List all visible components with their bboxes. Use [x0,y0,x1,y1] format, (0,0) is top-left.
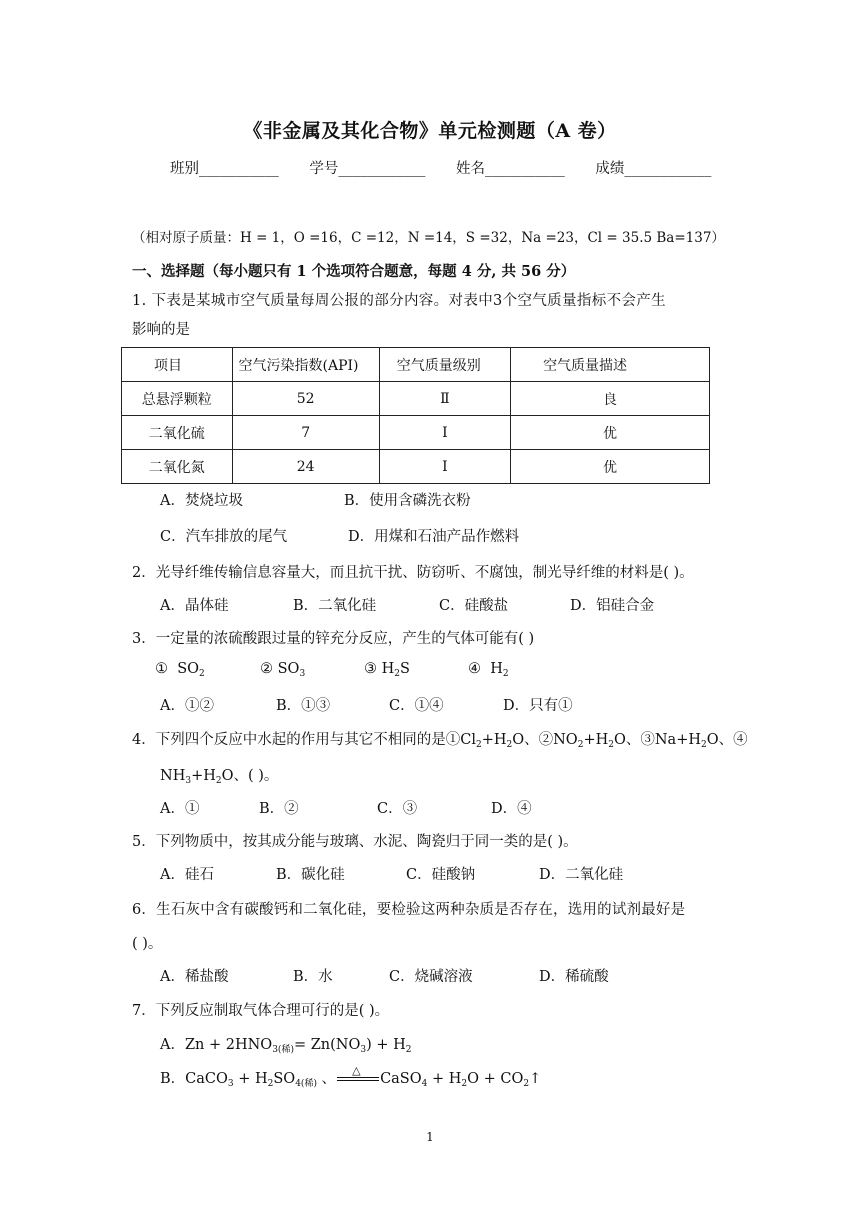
q1-line1: 1. 下表是某城市空气质量每周公报的部分内容。对表中3个空气质量指标不会产生 [132,293,666,309]
q4-option-c[interactable]: C．③ [377,801,418,817]
q4-option-d[interactable]: D．④ [491,801,532,817]
q1-option-a[interactable]: A．焚烧垃圾 [160,493,243,509]
table-header-row [122,348,710,382]
q5-text: 5．下列物质中，按其成分能与玻璃、水泥、陶瓷归于同一类的是( )。 [132,834,578,850]
q2-option-b[interactable]: B．二氧化硅 [293,598,377,614]
q5-option-a[interactable]: A．硅石 [160,867,214,883]
table-cell: 优 [511,450,710,484]
q3-item-1: ① $SO_2$ [155,661,205,679]
q6-option-c[interactable]: C．烧碱溶液 [389,969,473,985]
table-header-cell: 空气污染指数(API) [232,348,379,382]
score-field[interactable]: 成绩____________ [595,161,712,177]
q5-option-c[interactable]: C．硅酸钠 [406,867,476,883]
q1-option-c[interactable]: C．汽车排放的尾气 [160,529,288,545]
q5-option-b[interactable]: B．碳化硅 [276,867,345,883]
q6-option-b[interactable]: B．水 [293,969,333,985]
table-cell: 优 [511,416,710,450]
table-cell: 24 [232,450,379,484]
name-field[interactable]: 姓名___________ [455,161,565,177]
table-row [122,416,710,450]
table-header-cell: 空气质量描述 [511,348,710,382]
page-number: 1 [426,1130,434,1144]
q1-option-d[interactable]: D．用煤和石油产品作燃料 [348,529,520,545]
q4-line2: $NH_3+H_2O$、( )。 [160,768,279,786]
table-cell: 二氧化硫 [122,416,233,450]
name-blank[interactable]: ___________ [484,161,565,177]
q5-option-d[interactable]: D．二氧化硅 [539,867,624,883]
table-row [122,450,710,484]
q6-line1: 6．生石灰中含有碳酸钙和二氧化硅，要检验这两种杂质是否存在，选用的试剂最好是 [132,902,686,918]
q6-option-a[interactable]: A．稀盐酸 [160,969,229,985]
q3-text: 3．一定量的浓硫酸跟过量的锌充分反应，产生的气体可能有( ) [132,631,535,647]
class-field[interactable]: 班别___________ [170,161,279,177]
student-id-blank[interactable]: ____________ [338,161,426,177]
table-header-cell: 空气质量级别 [379,348,510,382]
table-cell: Ⅰ [379,416,510,450]
air-quality-table [121,347,710,484]
student-info-row [170,157,737,178]
table-cell: Ⅰ [379,450,510,484]
table-cell: 7 [232,416,379,450]
table-cell: 52 [232,382,379,416]
atomic-masses-note: （相对原子质量：H = 1，O =16，C =12，N =14，S =32，Na =23，Cl = 35.5 Ba=137） [132,230,725,246]
q1-line2: 影响的是 [132,322,190,338]
section-title: 一、选择题（每小题只有 1 个选项符合题意，每题 4 分, 共 56 分） [132,263,576,280]
q2-option-d[interactable]: D．铝硅合金 [570,598,655,614]
page-title: 《非金属及其化合物》单元检测题（A 卷） [243,120,617,142]
q4-line1: 4．下列四个反应中水起的作用与其它不相同的是$①Cl_2+H_2O$、$②NO_2+H_2O$、$③Na+H_2O$、④ [132,732,748,750]
class-blank[interactable]: ___________ [199,161,279,177]
q2-option-a[interactable]: A．晶体硅 [160,598,229,614]
q2-option-c[interactable]: C．硅酸盐 [439,598,509,614]
score-blank[interactable]: ____________ [624,161,712,177]
q3-option-d[interactable]: D．只有① [503,698,573,714]
table-cell: 良 [511,382,710,416]
table-cell: 二氧化氮 [122,450,233,484]
q4-option-b[interactable]: B．② [259,801,299,817]
q6-line2: ( )。 [132,936,163,952]
q3-item-2: ② $SO_3$ [260,661,306,679]
q3-item-3: ③ $H_2S$ [364,661,410,679]
q4-option-a[interactable]: A．① [160,801,200,817]
q3-option-a[interactable]: A．①② [160,698,214,714]
student-id-field[interactable]: 学号____________ [309,161,426,177]
q6-option-d[interactable]: D．稀硫酸 [539,969,609,985]
table-header-cell: 项目 [122,348,233,382]
table-row [122,382,710,416]
table-cell: 总悬浮颗粒 [122,382,233,416]
q7-text: 7．下列反应制取气体合理可行的是( )。 [132,1003,390,1019]
heat-reaction-arrow-icon: △ [337,1069,379,1085]
q3-option-c[interactable]: C．①④ [389,698,444,714]
q3-option-b[interactable]: B．①③ [276,698,331,714]
table-cell: Ⅱ [379,382,510,416]
q2-text: 2．光导纤维传输信息容量大，而且抗干扰、防窃听、不腐蚀，制光导纤维的材料是( )。 [132,565,694,581]
q3-item-4: ④ $H_2$ [468,661,509,679]
q1-option-b[interactable]: B．使用含磷洗衣粉 [344,493,471,509]
q7-option-a[interactable]: A．$Zn + 2HNO_{3(稀)}= Zn(NO_3) + H_2$ [160,1037,412,1055]
q7-option-b[interactable]: B．CaCO$_3$ + $H_2SO_{4(稀)}$ 、 △ CaSO$_4$ + $H_2O$ + $CO_2↑$ [160,1064,542,1089]
